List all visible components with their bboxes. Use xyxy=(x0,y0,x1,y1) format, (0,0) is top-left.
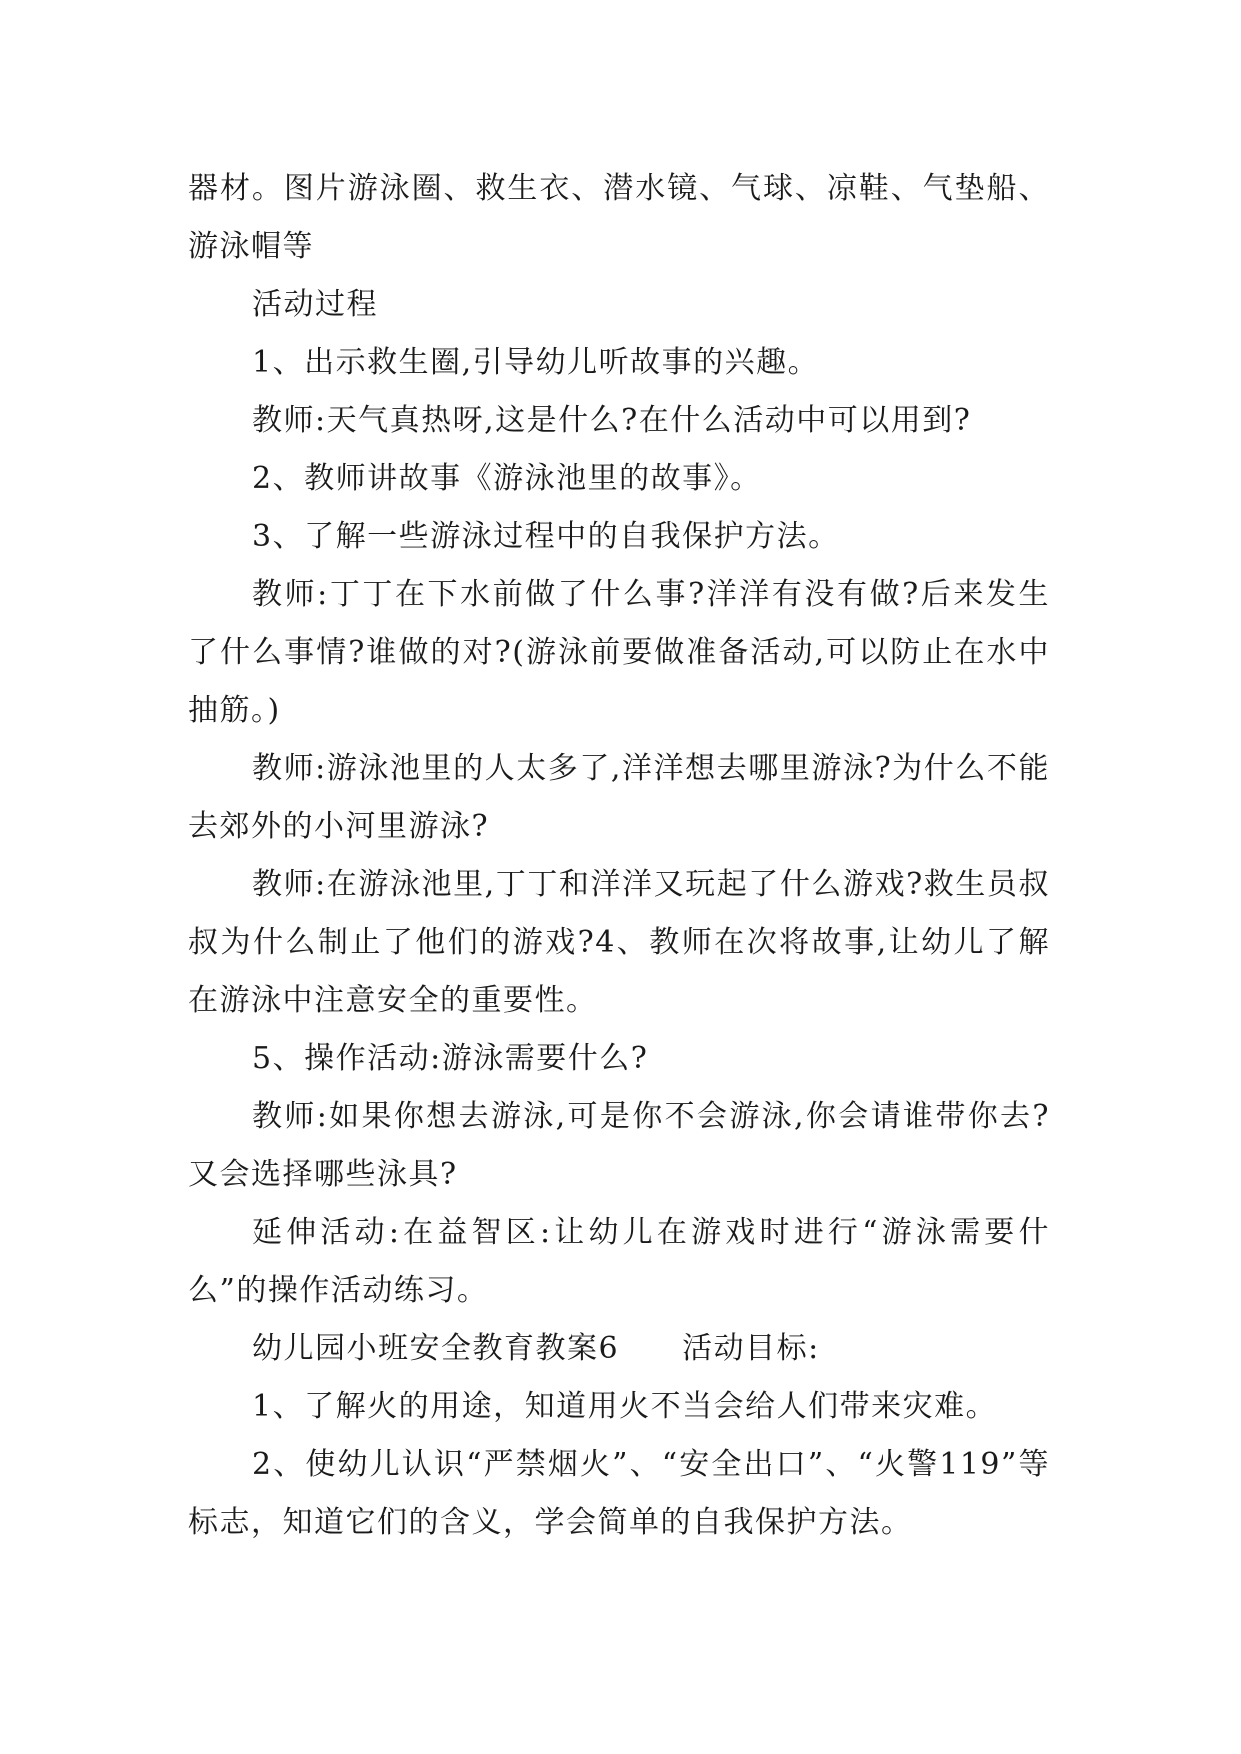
paragraph-equipment: 器材。图片游泳圈、救生衣、潜水镜、气球、凉鞋、气垫船、游泳帽等 xyxy=(188,171,1050,264)
paragraph-step-2: 2、教师讲故事《游泳池里的故事》。 xyxy=(252,461,762,496)
paragraph-extension-activity: 延伸活动:在益智区:让幼儿在游戏时进行“游泳需要什么”的操作活动练习。 xyxy=(188,1215,1050,1308)
paragraph-teacher-question-3: 教师:游泳池里的人太多了,洋洋想去哪里游泳?为什么不能去郊外的小河里游泳? xyxy=(188,751,1050,844)
paragraph-step-5: 5、操作活动:游泳需要什么? xyxy=(252,1041,649,1076)
paragraph-goal-2: 2、使幼儿认识“严禁烟火”、“安全出口”、“火警119”等标志，知道它们的含义，学会简单的自我保护方法。 xyxy=(188,1447,1050,1540)
paragraph-teacher-question-1: 教师:天气真热呀,这是什么?在什么活动中可以用到? xyxy=(252,403,972,438)
document-body xyxy=(188,160,1050,1552)
paragraph-teacher-question-4: 教师:在游泳池里,丁丁和洋洋又玩起了什么游戏?救生员叔叔为什么制止了他们的游戏?4、教师在次将故事,让幼儿了解在游泳中注意安全的重要性。 xyxy=(188,867,1050,1018)
paragraph-goal-1: 1、了解火的用途，知道用火不当会给人们带来灾难。 xyxy=(252,1389,998,1424)
heading-activity-process: 活动过程 xyxy=(252,287,378,322)
paragraph-teacher-question-5: 教师:如果你想去游泳,可是你不会游泳,你会请谁带你去?又会选择哪些泳具? xyxy=(188,1099,1050,1192)
paragraph-step-1: 1、出示救生圈,引导幼儿听故事的兴趣。 xyxy=(252,345,820,380)
heading-lesson-6-goals: 幼儿园小班安全教育教案6 活动目标: xyxy=(252,1331,820,1366)
paragraph-teacher-question-2: 教师:丁丁在下水前做了什么事?洋洋有没有做?后来发生了什么事情?谁做的对?(游泳前要做准备活动,可以防止在水中抽筋。) xyxy=(188,577,1050,728)
paragraph-step-3: 3、了解一些游泳过程中的自我保护方法。 xyxy=(252,519,840,554)
